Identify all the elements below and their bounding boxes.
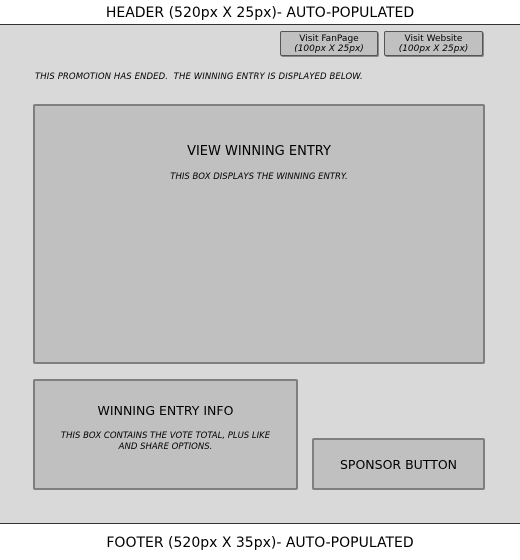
visit-website-size: (100px X 25px) bbox=[398, 43, 469, 54]
visit-fanpage-size: (100px X 25px) bbox=[294, 43, 364, 54]
footer-text: FOOTER (520px X 35px)- AUTO-POPULATED bbox=[106, 535, 414, 551]
page-header bbox=[0, 0, 520, 25]
winning-entry-description: THIS BOX DISPLAYS THE WINNING ENTRY. bbox=[170, 172, 348, 182]
page-footer bbox=[0, 524, 520, 560]
visit-website-label: Visit Website bbox=[404, 33, 463, 44]
entry-info-description: THIS BOX CONTAINS THE VOTE TOTAL, PLUS LIKE AND SHARE OPTIONS. bbox=[60, 431, 271, 452]
sponsor-button-label: SPONSOR BUTTON bbox=[339, 456, 458, 472]
header-text: HEADER (520px X 25px)- AUTO-POPULATED bbox=[105, 5, 415, 21]
winning-entry-title: VIEW WINNING ENTRY bbox=[187, 144, 331, 159]
entry-info-title: WINNING ENTRY INFO bbox=[97, 403, 234, 418]
promotion-ended-notice: THIS PROMOTION HAS ENDED. THE WINNING ENTRY IS DISPLAYED BELOW. bbox=[35, 72, 363, 82]
visit-fanpage-button[interactable] bbox=[280, 31, 378, 56]
sponsor-button[interactable] bbox=[312, 438, 485, 490]
main-content bbox=[0, 25, 520, 524]
winning-entry-box[interactable] bbox=[33, 104, 485, 364]
visit-website-button[interactable] bbox=[384, 31, 483, 56]
visit-fanpage-label: Visit FanPage bbox=[299, 33, 359, 44]
winning-entry-info-box bbox=[33, 379, 298, 490]
